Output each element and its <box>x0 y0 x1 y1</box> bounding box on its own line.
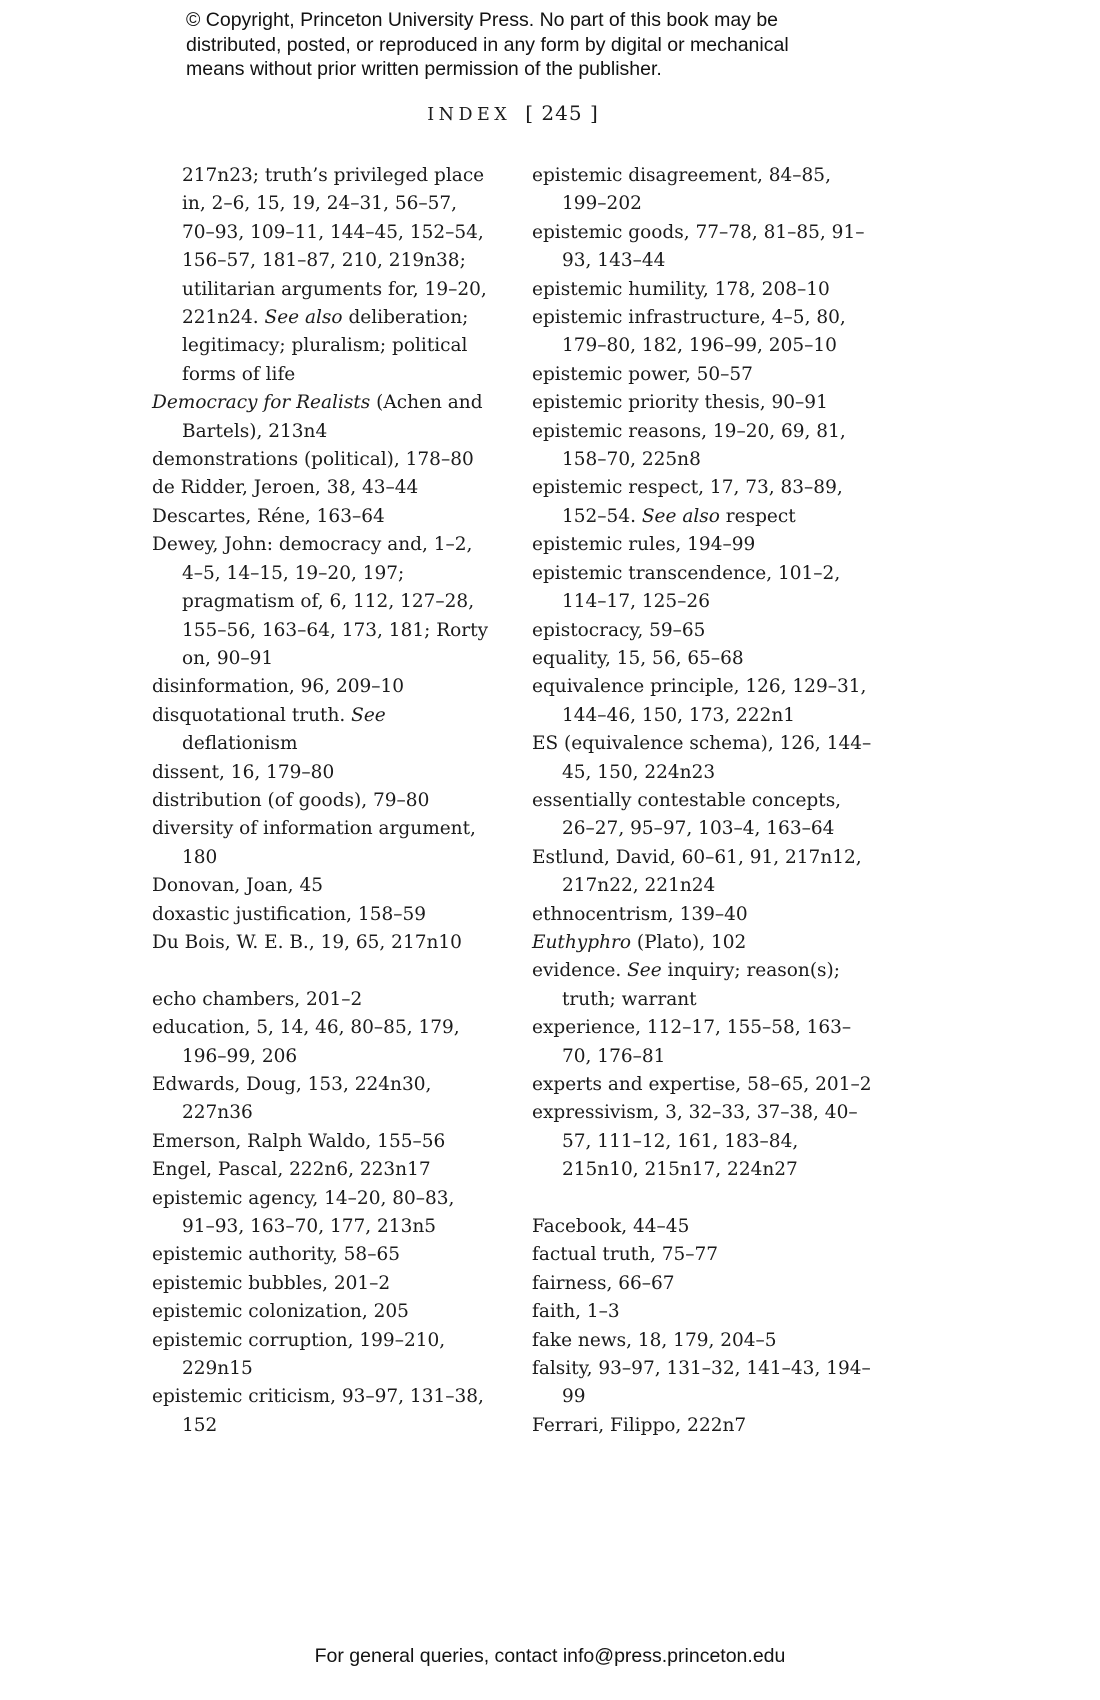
entry-text: education, 5, 14, 46, 80–85, 179, 196–99, 206 <box>152 1017 460 1067</box>
entry-text: falsity, 93–97, 131–32, 141–43, 194–99 <box>532 1358 871 1408</box>
index-entry <box>152 1327 490 1384</box>
copyright-notice <box>186 8 866 82</box>
index-entry <box>532 673 874 730</box>
entry-text: deliberation; legitimacy; pluralism; political forms of life <box>182 307 469 385</box>
index-entry <box>152 1241 490 1269</box>
index-entry <box>532 1213 874 1241</box>
entry-text: ethnocentrism, 139–40 <box>532 903 748 925</box>
index-entry <box>532 1071 874 1099</box>
entry-text: epistocracy, 59–65 <box>532 619 706 641</box>
entry-text: dissent, 16, 179–80 <box>152 761 335 783</box>
entry-text: Donovan, Joan, 45 <box>152 875 323 897</box>
copyright-line: distributed, posted, or reproduced in any form by digital or mechanical <box>186 33 789 56</box>
index-entry <box>532 304 874 361</box>
entry-text-italic: See <box>351 704 386 726</box>
index-entry <box>152 787 490 815</box>
entry-text: epistemic corruption, 199–210, 229n15 <box>152 1329 446 1380</box>
entry-text: disinformation, 96, 209–10 <box>152 676 405 698</box>
index-entry <box>152 872 490 900</box>
entry-text: (Achen and Bartels), 213n4 <box>182 392 483 442</box>
entry-text: experience, 112–17, 155–58, 163–70, 176–81 <box>532 1017 852 1067</box>
entry-text-italic: See also <box>264 307 343 329</box>
entry-text: epistemic agency, 14–20, 80–83, 91–93, 163–70, 177, 213n5 <box>152 1187 455 1238</box>
index-entry <box>532 1099 874 1184</box>
copyright-line: © Copyright, Princeton University Press. No part of this book may be <box>186 9 779 31</box>
entry-text: experts and expertise, 58–65, 201–2 <box>532 1074 872 1095</box>
index-entry <box>152 1014 490 1071</box>
index-entry <box>152 1156 490 1184</box>
index-entry <box>532 162 874 219</box>
index-entry <box>152 1270 490 1298</box>
entry-text: diversity of information argument, 180 <box>152 818 476 868</box>
index-entry <box>152 986 490 1014</box>
index-entry <box>152 389 490 446</box>
entry-text: fairness, 66–67 <box>532 1272 675 1294</box>
entry-text: expressivism, 3, 32–33, 37–38, 40–57, 111–12, 161, 183–84, 215n10, 215n17, 224n27 <box>532 1102 858 1181</box>
entry-text: epistemic bubbles, 201–2 <box>152 1272 391 1294</box>
index-entry <box>532 1412 874 1440</box>
index-entry <box>152 446 490 474</box>
entry-text: disquotational truth. <box>152 704 352 726</box>
index-entry <box>532 418 874 475</box>
entry-text-italic: See <box>627 960 662 982</box>
entry-text: Emerson, Ralph Waldo, 155–56 <box>152 1130 446 1152</box>
index-entry <box>532 1355 874 1412</box>
index-column-left <box>152 162 490 1440</box>
entry-text: epistemic humility, 178, 208–10 <box>532 278 830 300</box>
index-entry <box>532 1270 874 1298</box>
index-entry <box>532 560 874 617</box>
index-entry <box>152 1383 490 1440</box>
entry-text: epistemic criticism, 93–97, 131–38, 152 <box>152 1386 484 1436</box>
entry-text: epistemic goods, 77–78, 81–85, 91–93, 143–44 <box>532 221 865 272</box>
entry-text: doxastic justification, 158–59 <box>152 903 427 925</box>
entry-text: Facebook, 44–45 <box>532 1216 690 1238</box>
entry-text: epistemic respect, 17, 73, 83–89, 152–54. <box>532 477 843 527</box>
entry-text: epistemic infrastructure, 4–5, 80, 179–80, 182, 196–99, 205–10 <box>532 307 846 357</box>
index-entry <box>532 901 874 929</box>
index-entry <box>532 389 874 417</box>
index-entry <box>152 1128 490 1156</box>
entry-text: inquiry; reason(s); truth; warrant <box>562 960 840 1010</box>
index-entry <box>532 219 874 276</box>
entry-text: ES (equivalence schema), 126, 144–45, 150, 224n23 <box>532 733 872 783</box>
index-entry <box>532 787 874 844</box>
entry-text: fake news, 18, 179, 204–5 <box>532 1329 777 1351</box>
index-title: INDEX <box>427 105 512 125</box>
index-entry <box>532 1327 874 1355</box>
index-entry <box>152 474 490 502</box>
entry-text: Du Bois, W. E. B., 19, 65, 217n10 <box>152 931 462 953</box>
entry-text: epistemic authority, 58–65 <box>152 1244 400 1266</box>
entry-text: 217n23; truth’s privileged place in, 2–6, 15, 19, 24–31, 56–57, 70–93, 109–11, 144–45, 152–54, 156–57, 181–87, 210, 219n38; utilitarian arguments for, 19–20, 221n24. <box>182 165 487 329</box>
entry-text-italic: Euthyphro <box>532 931 631 953</box>
copyright-line: means without prior written permission of the publisher. <box>186 58 662 80</box>
index-entry <box>532 276 874 304</box>
entry-text: evidence. <box>532 960 628 982</box>
entry-text: factual truth, 75–77 <box>532 1244 719 1266</box>
entry-text: de Ridder, Jeroen, 38, 43–44 <box>152 477 419 499</box>
index-entry <box>152 503 490 531</box>
index-entry <box>532 617 874 645</box>
index-entry <box>152 673 490 701</box>
index-entry <box>152 1298 490 1326</box>
page-number: [ 245 ] <box>525 101 599 125</box>
index-entry <box>532 844 874 901</box>
entry-text: Edwards, Doug, 153, 224n30, 227n36 <box>152 1073 432 1124</box>
entry-text: epistemic disagreement, 84–85, 199–202 <box>532 165 831 215</box>
footer-contact: For general queries, contact info@press.princeton.edu <box>314 1645 786 1667</box>
entry-text: epistemic reasons, 19–20, 69, 81, 158–70, 225n8 <box>532 420 846 471</box>
page-header <box>152 101 874 125</box>
entry-text: epistemic priority thesis, 90–91 <box>532 392 828 414</box>
entry-text: epistemic colonization, 205 <box>152 1301 409 1323</box>
entry-text: essentially contestable concepts, 26–27, 95–97, 103–4, 163–64 <box>532 789 842 840</box>
index-entry <box>152 815 490 872</box>
entry-text: Ferrari, Filippo, 222n7 <box>532 1414 747 1436</box>
entry-text: epistemic transcendence, 101–2, 114–17, 125–26 <box>532 562 841 613</box>
index-entry <box>532 361 874 389</box>
index-entry <box>152 702 490 759</box>
index-entry <box>152 929 490 957</box>
index-entry <box>532 1241 874 1269</box>
entry-text-italic: Democracy for Realists <box>152 392 371 414</box>
index-entry <box>532 730 874 787</box>
entry-text: epistemic power, 50–57 <box>532 363 753 385</box>
entry-text: Engel, Pascal, 222n6, 223n17 <box>152 1159 431 1181</box>
entry-text: Estlund, David, 60–61, 91, 217n12, 217n22, 221n24 <box>532 846 862 897</box>
entry-text: deflationism <box>182 733 298 755</box>
index-entry <box>152 1185 490 1242</box>
index-entry <box>152 759 490 787</box>
entry-text: Descartes, Réne, 163–64 <box>152 505 385 527</box>
index-entry <box>532 929 874 957</box>
index-entry <box>532 1014 874 1071</box>
entry-text: distribution (of goods), 79–80 <box>152 789 430 811</box>
index-entry <box>532 957 874 1014</box>
index-entry <box>532 531 874 559</box>
entry-text: respect <box>719 505 796 527</box>
index-entry <box>152 531 490 673</box>
entry-text-italic: See also <box>641 505 720 527</box>
index-entry <box>532 1298 874 1326</box>
entry-text: echo chambers, 201–2 <box>152 988 363 1010</box>
index-entry <box>532 645 874 673</box>
entry-text: epistemic rules, 194–99 <box>532 534 756 556</box>
index-entry <box>532 474 874 531</box>
entry-text: faith, 1–3 <box>532 1301 620 1323</box>
entry-text: Dewey, John: democracy and, 1–2, 4–5, 14–15, 19–20, 197; pragmatism of, 6, 112, 127–28, 155–56, 163–64, 173, 181; Rorty on, 90–91 <box>152 534 489 669</box>
index-entry <box>152 901 490 929</box>
entry-text: (Plato), 102 <box>630 931 747 953</box>
index-column-right <box>532 162 874 1440</box>
entry-text: equivalence principle, 126, 129–31, 144–46, 150, 173, 222n1 <box>532 676 867 726</box>
entry-text: equality, 15, 56, 65–68 <box>532 647 744 669</box>
index-entry <box>152 162 490 389</box>
index-entry <box>152 1071 490 1128</box>
entry-text: demonstrations (political), 178–80 <box>152 449 474 471</box>
